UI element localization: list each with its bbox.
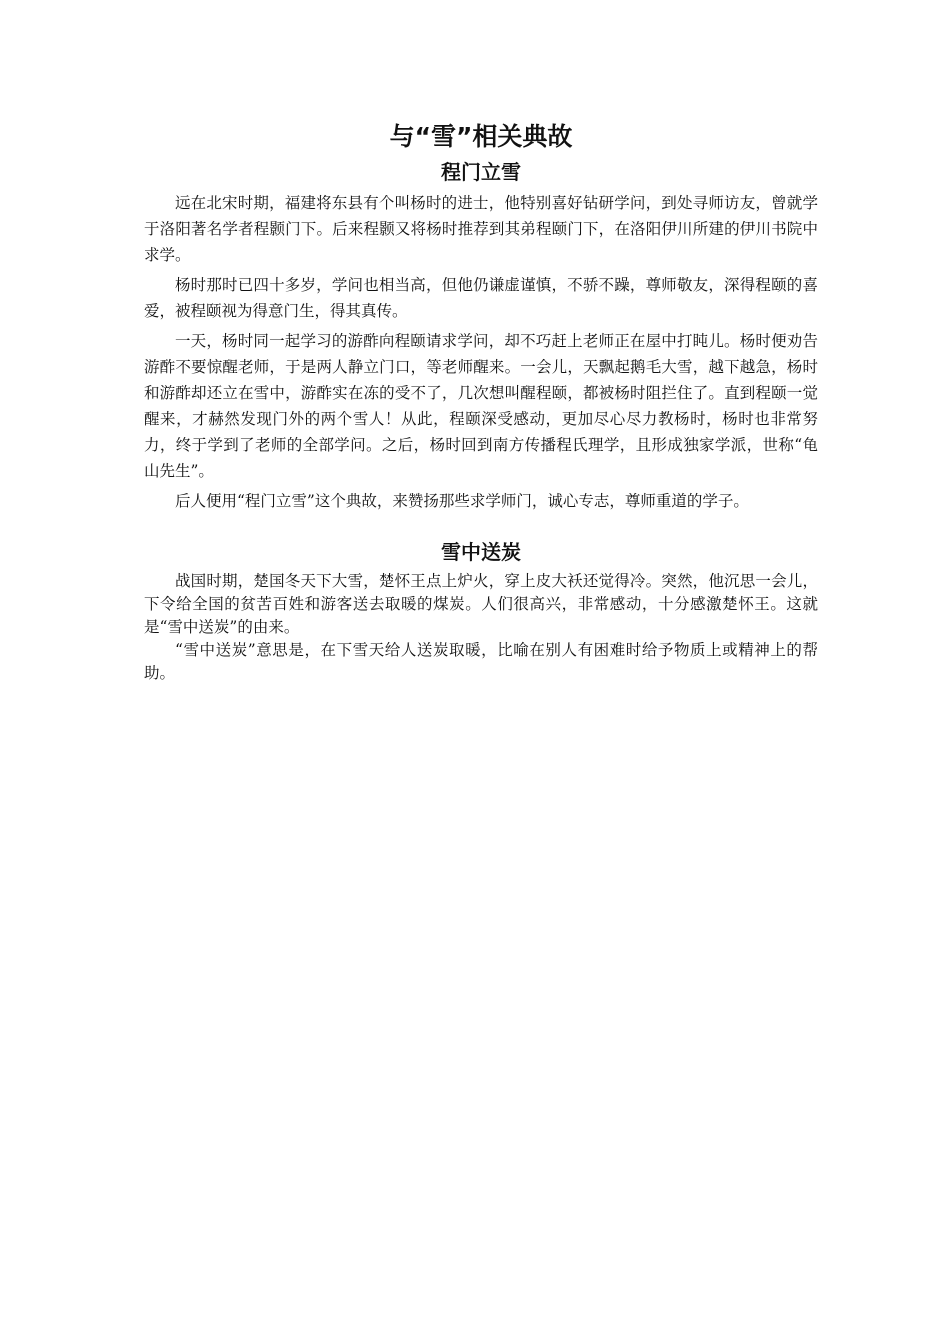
document-page <box>144 118 818 685</box>
paragraph: 后人便用“程门立雪”这个典故，来赞扬那些求学师门，诚心专志，尊师重道的学子。 <box>175 492 749 510</box>
section-heading: 程门立雪 <box>441 160 521 184</box>
paragraph: 战国时期，楚国冬天下大雪，楚怀王点上炉火，穿上皮大袄还觉得冷。突然，他沉思一会儿，下令给全国的贫苦百姓和游客送去取暖的煤炭。人们很高兴，非常感动，十分感激楚怀王。这就是“雪中送炭”的由来。 <box>144 572 818 636</box>
section-chengmen-lixue <box>144 156 818 514</box>
paragraph: 一天，杨时同一起学习的游酢向程颐请求学问，却不巧赶上老师正在屋中打盹儿。杨时便劝告游酢不要惊醒老师，于是两人静立门口，等老师醒来。一会儿，天飘起鹅毛大雪，越下越急，杨时和游酢却还立在雪中，游酢实在冻的受不了，几次想叫醒程颐，都被杨时阻拦住了。直到程颐一觉醒来，才赫然发现门外的两个雪人！从此，程颐深受感动，更加尽心尽力教杨时，杨时也非常努力，终于学到了老师的全部学问。之后，杨时回到南方传播程氏理学，且形成独家学派，世称“龟山先生”。 <box>144 332 818 480</box>
document-title: 与“雪”相关典故 <box>389 122 573 151</box>
paragraph: 远在北宋时期，福建将东县有个叫杨时的进士，他特别喜好钻研学问，到处寻师访友，曾就学于洛阳著名学者程颢门下。后来程颢又将杨时推荐到其弟程颐门下，在洛阳伊川所建的伊川书院中求学。 <box>144 194 818 264</box>
paragraph: 杨时那时已四十多岁，学问也相当高，但他仍谦虚谨慎，不骄不躁，尊师敬友，深得程颐的喜爱，被程颐视为得意门生，得其真传。 <box>144 276 818 320</box>
section-xuezhong-songtan <box>144 536 818 685</box>
paragraph: “雪中送炭”意思是，在下雪天给人送炭取暖，比喻在别人有困难时给予物质上或精神上的帮助。 <box>144 641 818 682</box>
section-heading: 雪中送炭 <box>441 540 521 564</box>
